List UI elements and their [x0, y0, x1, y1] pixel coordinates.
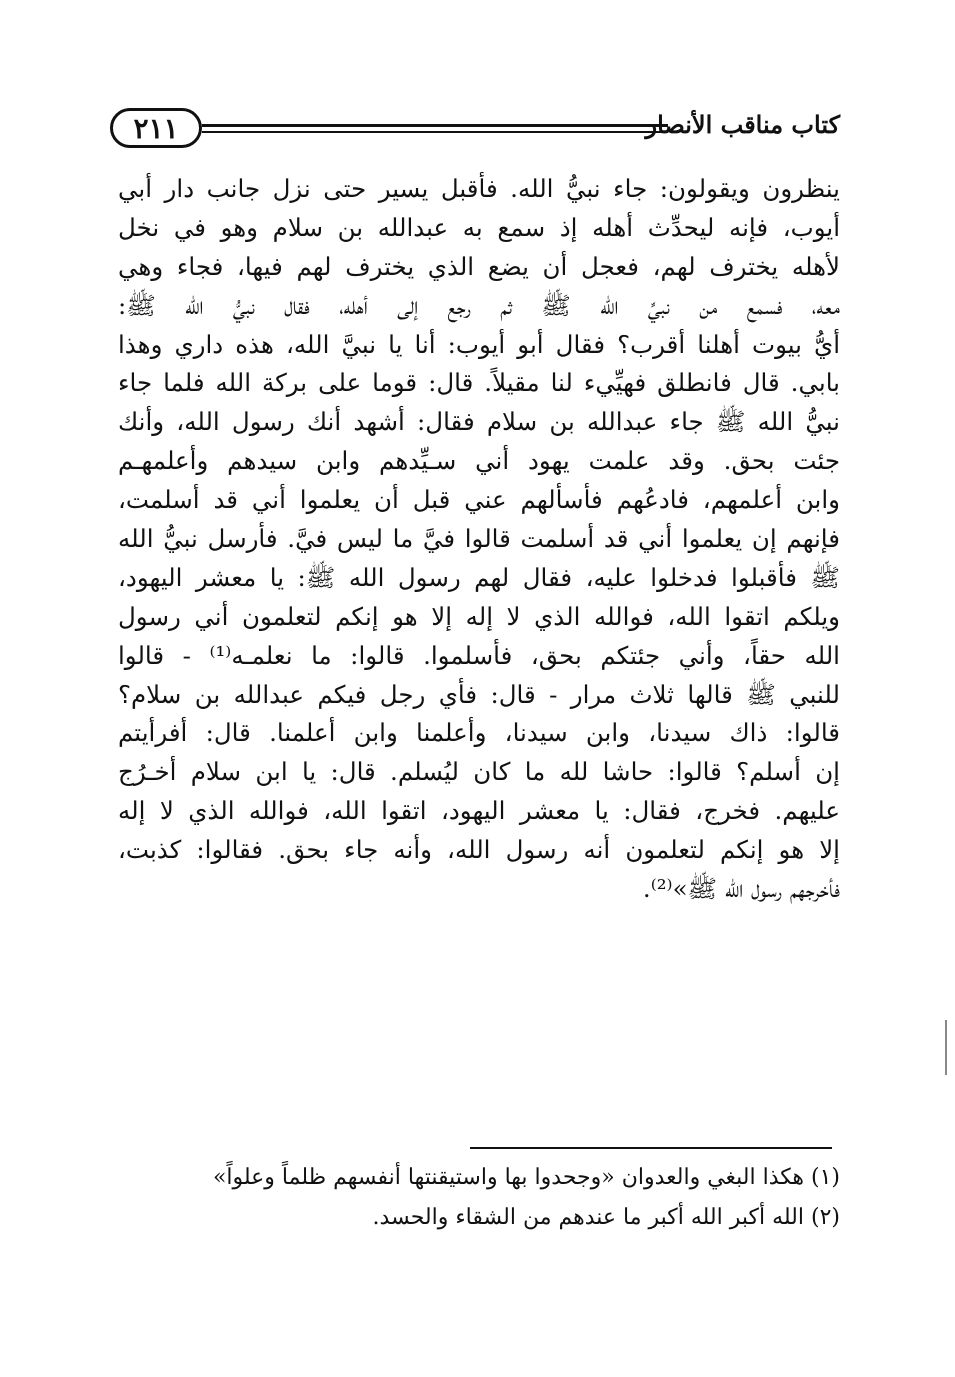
running-header — [110, 108, 840, 156]
text-line-last: فأخرجهم رسول الله ﷺ»⁽²⁾. — [642, 874, 840, 904]
text-line: قالوا: ذاك سيدنا، وابن سيدنا، وأعلمنا وابن أعلمنا. قال: أفرأيتم — [118, 718, 840, 748]
footnote-1: (١) هكذا البغي والعدوان «وجحدوا بها واستيقنتها أنفسهم ظلماً وعلواً» — [212, 1165, 840, 1190]
main-text — [118, 170, 840, 909]
running-title: كتاب مناقب الأنصار — [645, 110, 840, 139]
text-line: جئت بحق. وقد علمت يهود أني سـيِّدهم وابن سيدهم وأعلمهـم — [118, 446, 840, 476]
header-rule — [202, 124, 668, 133]
page-number: ٢١١ — [110, 108, 202, 148]
text-line: ينظرون ويقولون: جاء نبيُّ الله. فأقبل يسير حتى نزل جانب دار أبي — [118, 174, 840, 203]
text-line: أيوب، فإنه ليحدِّث أهله إذ سمع به عبدالله بن سلام وهو في نخل — [118, 212, 840, 242]
text-line: وابن أعلمهم، فادعُهم فأسألهم عني قبل أن يعلموا أني قد أسلمت، — [118, 485, 840, 515]
footnote-separator — [470, 1147, 832, 1149]
text-line: ويلكم اتقوا الله، فوالله الذي لا إله إلا هو إنكم لتعلمون أني رسول — [118, 601, 840, 631]
text-line: عليهم. فخرج، فقال: يا معشر اليهود، اتقوا الله، فوالله الذي لا إله — [118, 796, 840, 826]
text-line: للنبي ﷺ قالها ثلاث مرار - قال: فأي رجل فيكم عبدالله بن سلام؟ — [118, 679, 840, 709]
text-line: معه، فسمع من نبيِّ الله ﷺ ثم رجع إلى أهله، فقال نبيُّ الله ﷺ: — [118, 290, 840, 320]
text-line: نبيُّ الله ﷺ جاء عبدالله بن سلام فقال: أشهد أنك رسول الله، وأنك — [118, 407, 840, 437]
text-line: ﷺ فأقبلوا فدخلوا عليه، فقال لهم رسول الله ﷺ: يا معشر اليهود، — [118, 562, 840, 592]
text-line: لأهله يخترف لهم، فعجل أن يضع الذي يخترف لهم فيها، فجاء وهي — [118, 251, 840, 281]
footnotes — [118, 1158, 840, 1238]
footnote-2: (٢) الله أكبر الله أكبر ما عندهم من الشقاء والحسد. — [372, 1205, 840, 1230]
text-line: إلا هو إنكم لتعلمون أنه رسول الله، وأنه جاء بحق. فقالوا: كذبت، — [118, 835, 840, 865]
text-line: بابي. قال فانطلق فهيِّيء لنا مقيلاً. قال: قوما على بركة الله فلما جاء — [118, 368, 840, 398]
text-line: أيُّ بيوت أهلنا أقرب؟ فقال أبو أيوب: أنا يا نبيَّ الله، هذه داري وهذا — [118, 329, 840, 359]
text-line: الله حقاً، وأني جئتكم بحق، فأسلموا. قالوا: ما نعلمـه⁽¹⁾ - قالوا — [118, 640, 840, 670]
scan-margin-mark — [945, 1020, 947, 1075]
text-line: إن أسلم؟ قالوا: حاشا لله ما كان ليُسلم. قال: يا ابن سلام أخـرُج — [118, 757, 840, 787]
text-line: فإنهم إن يعلموا أني قد أسلمت قالوا فيَّ ما ليس فيَّ. فأرسل نبيُّ الله — [118, 524, 840, 554]
